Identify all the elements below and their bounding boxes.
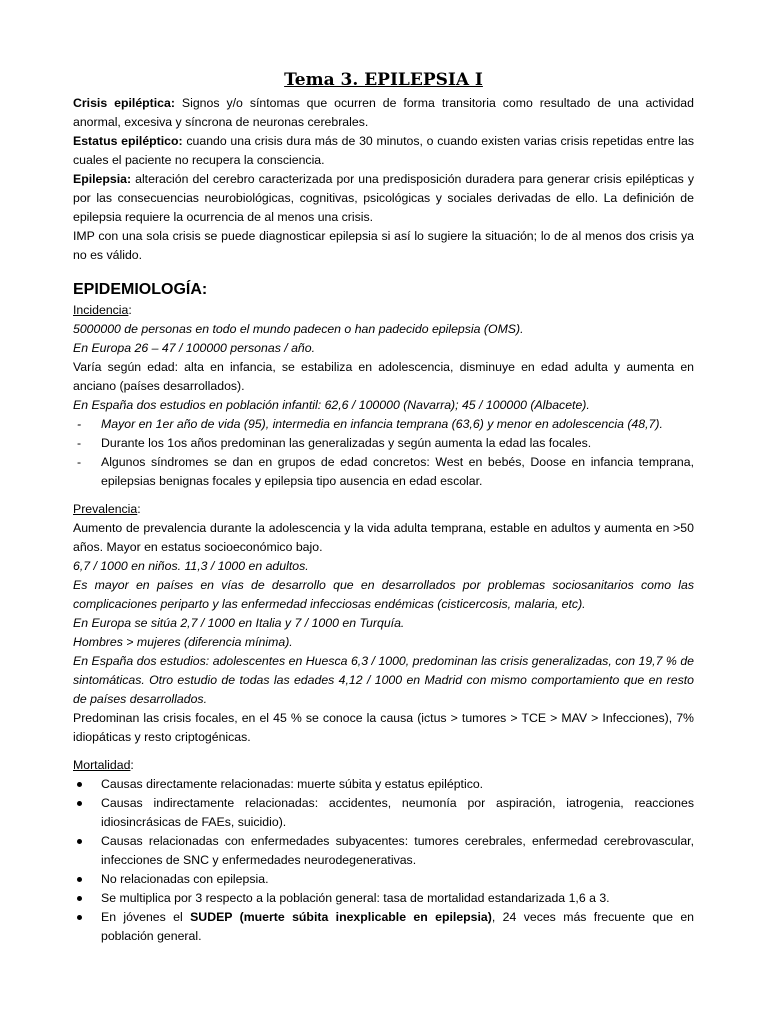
- definition-term: Crisis epiléptica:: [73, 96, 175, 110]
- imp-note: IMP con una sola crisis se puede diagnosticar epilepsia si así lo sugiere la situación; lo de al menos dos crisis ya no es válido.: [73, 229, 694, 262]
- list-item-text: Durante los 1os años predominan las generalizadas y según aumenta la edad las focales.: [101, 436, 592, 450]
- definition-epilepsia: [73, 170, 694, 227]
- bullet-dot-icon: [77, 896, 82, 901]
- dash-marker: -: [77, 455, 82, 469]
- list-item: [73, 775, 694, 794]
- bullet-dot-icon: [77, 839, 82, 844]
- dash-marker: -: [77, 417, 82, 431]
- incidencia-line: 5000000 de personas en todo el mundo padecen o han padecido epilepsia (OMS).: [73, 322, 524, 336]
- prevalencia-paragraph: En Europa se sitúa 2,7 / 1000 en Italia y 7 / 1000 en Turquía.: [73, 616, 405, 630]
- definition-text: cuando una crisis dura más de 30 minutos, o cuando existen varias crisis repetidas entre las cuales el paciente no recupera la consciencia.: [73, 134, 695, 167]
- list-item: [73, 794, 694, 832]
- incidencia-label: Incidencia: [73, 303, 129, 317]
- list-item-text: No relacionadas con epilepsia.: [101, 872, 269, 886]
- document-title: Tema 3. EPILEPSIA I: [284, 70, 483, 90]
- list-item-text: Mayor en 1er año de vida (95), intermedia en infancia temprana (63,6) y menor en adolescencia (48,7).: [101, 417, 663, 431]
- list-item-text: En jóvenes el: [101, 910, 191, 924]
- definition-estatus: [73, 132, 694, 170]
- document-page: [73, 70, 694, 946]
- list-item-text: Se multiplica por 3 respecto a la población general: tasa de mortalidad estandarizada 1,6 a 3.: [101, 891, 610, 905]
- prevalencia-heading: [73, 500, 694, 519]
- definition-term: Estatus epiléptico:: [73, 134, 183, 148]
- list-item: [73, 415, 694, 434]
- list-item-text: Causas relacionadas con enfermedades subyacentes: tumores cerebrales, enfermedad cerebrovascular, infecciones de SNC y enfermedades neurodegenerativas.: [101, 834, 694, 867]
- bullet-dot-icon: [77, 877, 82, 882]
- prevalencia-paragraph: Hombres > mujeres (diferencia mínima).: [73, 635, 293, 649]
- prevalencia-colon: :: [137, 502, 141, 516]
- incidencia-spain: En España dos estudios en población infantil: 62,6 / 100000 (Navarra); 45 / 100000 (Albacete).: [73, 398, 590, 412]
- list-item-text: Causas directamente relacionadas: muerte súbita y estatus epiléptico.: [101, 777, 484, 791]
- definition-text: alteración del cerebro caracterizada por una predisposición duradera para generar crisis epilépticas y por las consecuencias neurobiológicas, cognitivas, psicológicas y sociales derivadas de ello. La definición de epilepsia requiere la ocurrencia de al menos una crisis.: [73, 172, 694, 224]
- prevalencia-paragraph: 6,7 / 1000 en niños. 11,3 / 1000 en adultos.: [73, 559, 309, 573]
- list-item-text: Algunos síndromes se dan en grupos de edad concretos: West en bebés, Doose en infancia temprana, epilepsias benignas focales y epilepsia tipo ausencia en edad escolar.: [101, 455, 694, 488]
- list-item: [73, 434, 694, 453]
- prevalencia-paragraph: Predominan las crisis focales, en el 45 % se conoce la causa (ictus > tumores > TCE > MAV > Infecciones), 7% idiopáticas y resto criptogénicas.: [73, 711, 694, 744]
- list-item: [73, 870, 694, 889]
- bullet-dot-icon: [77, 915, 82, 920]
- sudep-term: SUDEP (muerte súbita inexplicable en epilepsia): [190, 910, 492, 924]
- incidencia-list: [73, 415, 694, 491]
- prevalencia-paragraph: En España dos estudios: adolescentes en Huesca 6,3 / 1000, predominan las crisis generalizadas, con 19,7 % de sintomáticas. Otro estudio de todas las edades 4,12 / 1000 en Madrid con mismo comportamiento que en resto de países desarrollados.: [73, 654, 694, 706]
- list-item: [73, 453, 694, 491]
- mortalidad-list: [73, 775, 694, 946]
- definition-term: Epilepsia:: [73, 172, 132, 186]
- list-item: [73, 908, 694, 946]
- incidencia-age-note: Varía según edad: alta en infancia, se estabiliza en adolescencia, disminuye en edad adulta y aumenta en anciano (países desarrollados).: [73, 360, 694, 393]
- bullet-dot-icon: [77, 782, 82, 787]
- definition-text: Signos y/o síntomas que ocurren de forma transitoria como resultado de una actividad anormal, excesiva y síncrona de neuronas cerebrales.: [73, 96, 694, 129]
- list-item: [73, 832, 694, 870]
- list-item: [73, 889, 694, 908]
- incidencia-line: En Europa 26 – 47 / 100000 personas / año.: [73, 341, 316, 355]
- incidencia-colon: :: [128, 303, 132, 317]
- mortalidad-colon: :: [130, 758, 134, 772]
- prevalencia-paragraph: Aumento de prevalencia durante la adolescencia y la vida adulta temprana, estable en adultos y aumenta en >50 años. Mayor en estatus socioeconómico bajo.: [73, 521, 694, 554]
- mortalidad-heading: [73, 756, 694, 775]
- dash-marker: -: [77, 436, 82, 450]
- definition-crisis: [73, 94, 694, 132]
- list-item-text: , 24 veces más frecuente que en población general.: [101, 910, 694, 943]
- incidencia-heading: [73, 301, 694, 320]
- mortalidad-label: Mortalidad: [73, 758, 131, 772]
- prevalencia-label: Prevalencia: [73, 502, 138, 516]
- prevalencia-paragraph: Es mayor en países en vías de desarrollo que en desarrollados por problemas sociosanitarios como las complicaciones periparto y las enfermedad infecciosas endémicas (cisticercosis, malaria, etc).: [73, 578, 694, 611]
- list-item-text: Causas indirectamente relacionadas: accidentes, neumonía por aspiración, iatrogenia, reacciones idiosincrásicas de FAEs, suicidio).: [101, 796, 694, 829]
- bullet-dot-icon: [77, 801, 82, 806]
- section-heading-epidemiologia: EPIDEMIOLOGÍA:: [73, 281, 208, 298]
